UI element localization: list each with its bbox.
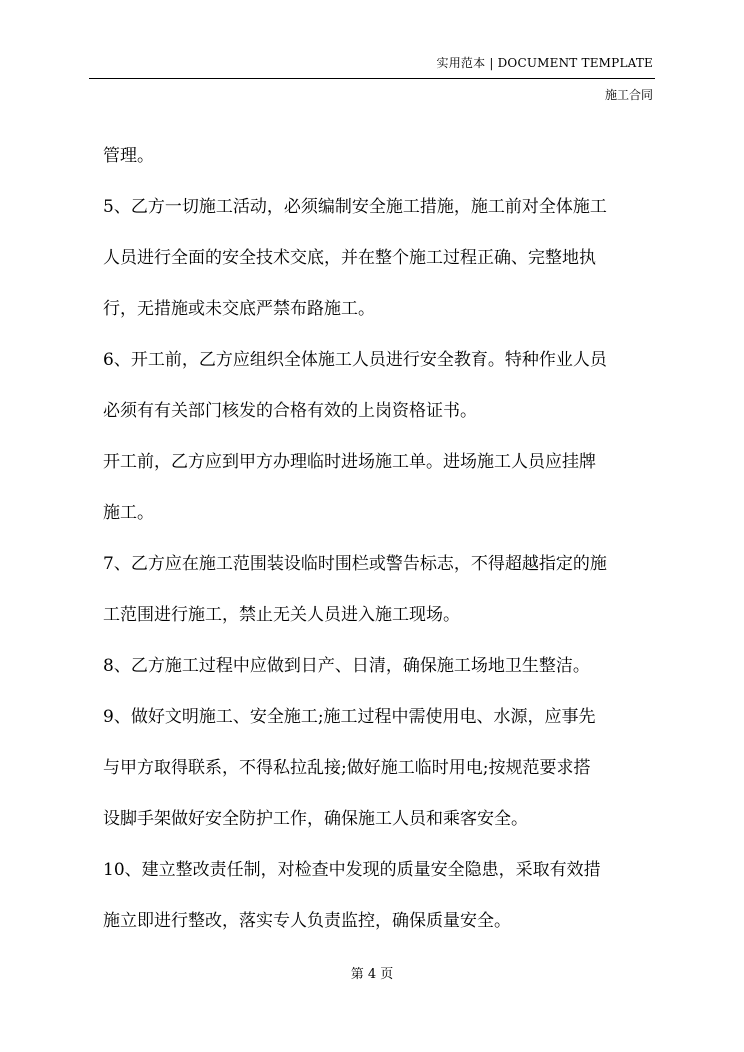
header-subtitle: 施工合同 — [604, 88, 653, 102]
page-number: 第 4 页 — [350, 967, 394, 982]
body-line: 施立即进行整改，落实专人负责监控，确保质量安全。 — [103, 911, 511, 931]
body-line: 6、开工前，乙方应组织全体施工人员进行安全教育。特种作业人员 — [103, 350, 607, 370]
body-line: 设脚手架做好安全防护工作，确保施工人员和乘客安全。 — [103, 809, 528, 829]
body-line: 开工前，乙方应到甲方办理临时进场施工单。进场施工人员应挂牌 — [103, 452, 596, 472]
header-divider — [89, 78, 655, 79]
body-line: 9、做好文明施工、安全施工;施工过程中需使用电、水源，应事先 — [103, 707, 596, 727]
body-line: 人员进行全面的安全技术交底，并在整个施工过程正确、完整地执 — [103, 248, 596, 268]
body-line: 8、乙方施工过程中应做到日产、日清，确保施工场地卫生整洁。 — [103, 656, 590, 676]
body-line: 行，无措施或未交底严禁布路施工。 — [103, 299, 375, 319]
document-body — [103, 141, 663, 957]
body-line: 工范围进行施工，禁止无关人员进入施工现场。 — [103, 605, 460, 625]
header-title: 实用范本 | DOCUMENT TEMPLATE — [436, 56, 653, 70]
body-line: 5、乙方一切施工活动，必须编制安全施工措施，施工前对全体施工 — [103, 197, 607, 217]
body-line: 必须有有关部门核发的合格有效的上岗资格证书。 — [103, 401, 477, 421]
body-line: 施工。 — [103, 503, 154, 523]
body-line: 与甲方取得联系，不得私拉乱接;做好施工临时用电;按规范要求搭 — [103, 758, 591, 778]
body-line: 10、建立整改责任制，对检查中发现的质量安全隐患，采取有效措 — [103, 860, 601, 880]
body-line: 管理。 — [103, 146, 154, 166]
body-line: 7、乙方应在施工范围装设临时围栏或警告标志，不得超越指定的施 — [103, 554, 607, 574]
